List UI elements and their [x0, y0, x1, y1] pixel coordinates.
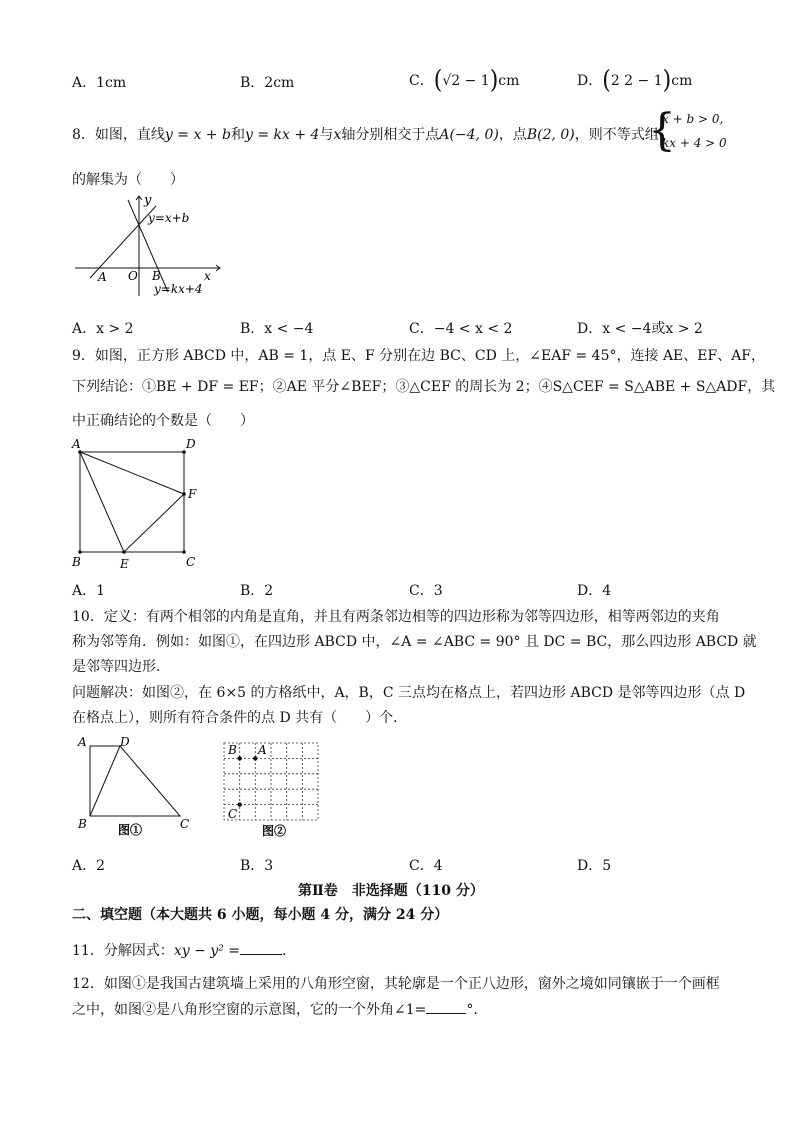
q9-square-figure	[68, 436, 208, 572]
answer-blank[interactable]	[426, 999, 466, 1014]
q7-option-b: B．2cm	[240, 75, 295, 91]
vertex-b: B	[72, 555, 81, 569]
vertex-f: F	[188, 487, 197, 501]
q12-stem-line1: 12．如图①是我国古建筑墙上采用的八角形空窗，其轮廓是一个正八边形，窗外之境如同镶嵌于一个画框	[72, 976, 720, 992]
answer-blank[interactable]	[240, 940, 282, 955]
inequality-2: kx + 4 > 0	[662, 136, 727, 150]
fig2-caption: 图②	[262, 824, 287, 838]
fig2-label-b: B	[228, 743, 237, 757]
q11-stem: 11．分解因式：xy − y² = .	[72, 940, 286, 960]
vertex-a: A	[72, 437, 81, 451]
x-label: x	[204, 269, 211, 283]
section-title: 第Ⅱ卷 非选择题（110 分）	[298, 883, 484, 899]
q9-stem-line2: 下列结论：①BE + DF = EF；②AE 平分∠BEF；③△CEF 的周长为 2；④S△CEF = S△ABE + S△ADF，其	[72, 379, 776, 395]
q8-option-a: A．x > 2	[72, 321, 134, 337]
q9-option-a: A．1	[72, 583, 106, 599]
y-label: y	[144, 193, 152, 208]
q12-stem-line2: 之中，如图②是八角形空窗的示意图，它的一个外角∠1= °．	[72, 999, 487, 1019]
grid-point-c	[238, 802, 242, 806]
fig1-vertex-c: C	[180, 817, 190, 831]
q10-figure-2-grid	[222, 740, 322, 840]
square-abcd	[80, 452, 184, 552]
q7-option-a: A．1cm	[72, 75, 127, 91]
q10-stem-line5: 在格点上），则所有符合条件的点 D 共有（ ）个．	[72, 710, 408, 726]
fig1-vertex-b: B	[78, 817, 87, 831]
q8-option-d: D．x < −4或x > 2	[577, 321, 703, 337]
q9-option-c: C．3	[409, 583, 443, 599]
q9-stem-line3: 中正确结论的个数是（ ）	[72, 413, 254, 429]
fig2-label-c: C	[228, 807, 238, 821]
vertex-e: E	[120, 557, 129, 571]
inequality-1: x + b > 0,	[662, 112, 724, 126]
vertex-c: C	[186, 555, 196, 569]
grid-point-b	[238, 756, 242, 760]
q10-stem-line4: 问题解决：如图②，在 6×5 的方格纸中，A，B，C 三点均在格点上，若四边形 ABCD 是邻等四边形（点 D	[72, 685, 746, 701]
system-brace: {	[648, 105, 676, 156]
q7-option-d: D．(2 2 − 1)cm	[577, 66, 693, 95]
line2-label: y=kx+4	[154, 282, 203, 296]
fig1-caption: 图①	[118, 823, 143, 837]
q8-option-c: C．−4 < x < 2	[409, 321, 513, 337]
fig2-label-a: A	[258, 743, 267, 757]
fig1-vertex-a: A	[78, 735, 87, 749]
q8-option-b: B．x < −4	[240, 321, 314, 337]
point-a-label: A	[98, 270, 107, 284]
q9-option-b: B．2	[240, 583, 274, 599]
q9-stem-line1: 9．如图，正方形 ABCD 中，AB = 1，点 E、F 分别在边 BC、CD 上，∠EAF = 45°，连接 AE、EF、AF，	[72, 348, 766, 364]
q8-stem-line2: 的解集为（ ）	[72, 172, 184, 188]
q8-stem-line1: 8．如图，直线y = x + b和y = kx + 4与x轴分别相交于点A(−4, 0)，点B(2, 0)，则不等式组	[72, 127, 659, 143]
q10-option-a: A．2	[72, 858, 106, 874]
quadrilateral-abcd	[90, 746, 180, 816]
vertex-d: D	[186, 437, 196, 451]
fill-in-section-title: 二、填空题（本大题共 6 小题，每小题 4 分，满分 24 分）	[72, 907, 449, 923]
q8-graph-figure	[70, 190, 230, 302]
q9-option-d: D．4	[577, 583, 612, 599]
q10-option-d: D．5	[577, 858, 612, 874]
grid-point-a	[253, 756, 257, 760]
q10-stem-line2: 称为邻等角．例如：如图①，在四边形 ABCD 中，∠A = ∠ABC = 90° 且 DC = BC，那么四边形 ABCD 就	[72, 634, 757, 650]
q10-option-c: C．4	[409, 858, 443, 874]
origin-label: O	[128, 269, 138, 283]
q10-figure-1	[70, 734, 200, 840]
point-b-label: B	[152, 269, 161, 283]
line1-label: y=x+b	[148, 211, 190, 225]
fig1-vertex-d: D	[120, 735, 130, 749]
q10-stem-line3: 是邻等四边形．	[72, 659, 170, 675]
q10-option-b: B．3	[240, 858, 274, 874]
diagonal-bd	[90, 746, 120, 816]
q7-option-c: C．(√2 − 1)cm	[409, 66, 520, 95]
segment-ef	[124, 494, 184, 552]
q10-stem-line1: 10．定义：有两个相邻的内角是直角，并且有两条邻边相等的四边形称为邻等四边形，相等两邻边的夹角	[72, 609, 720, 625]
